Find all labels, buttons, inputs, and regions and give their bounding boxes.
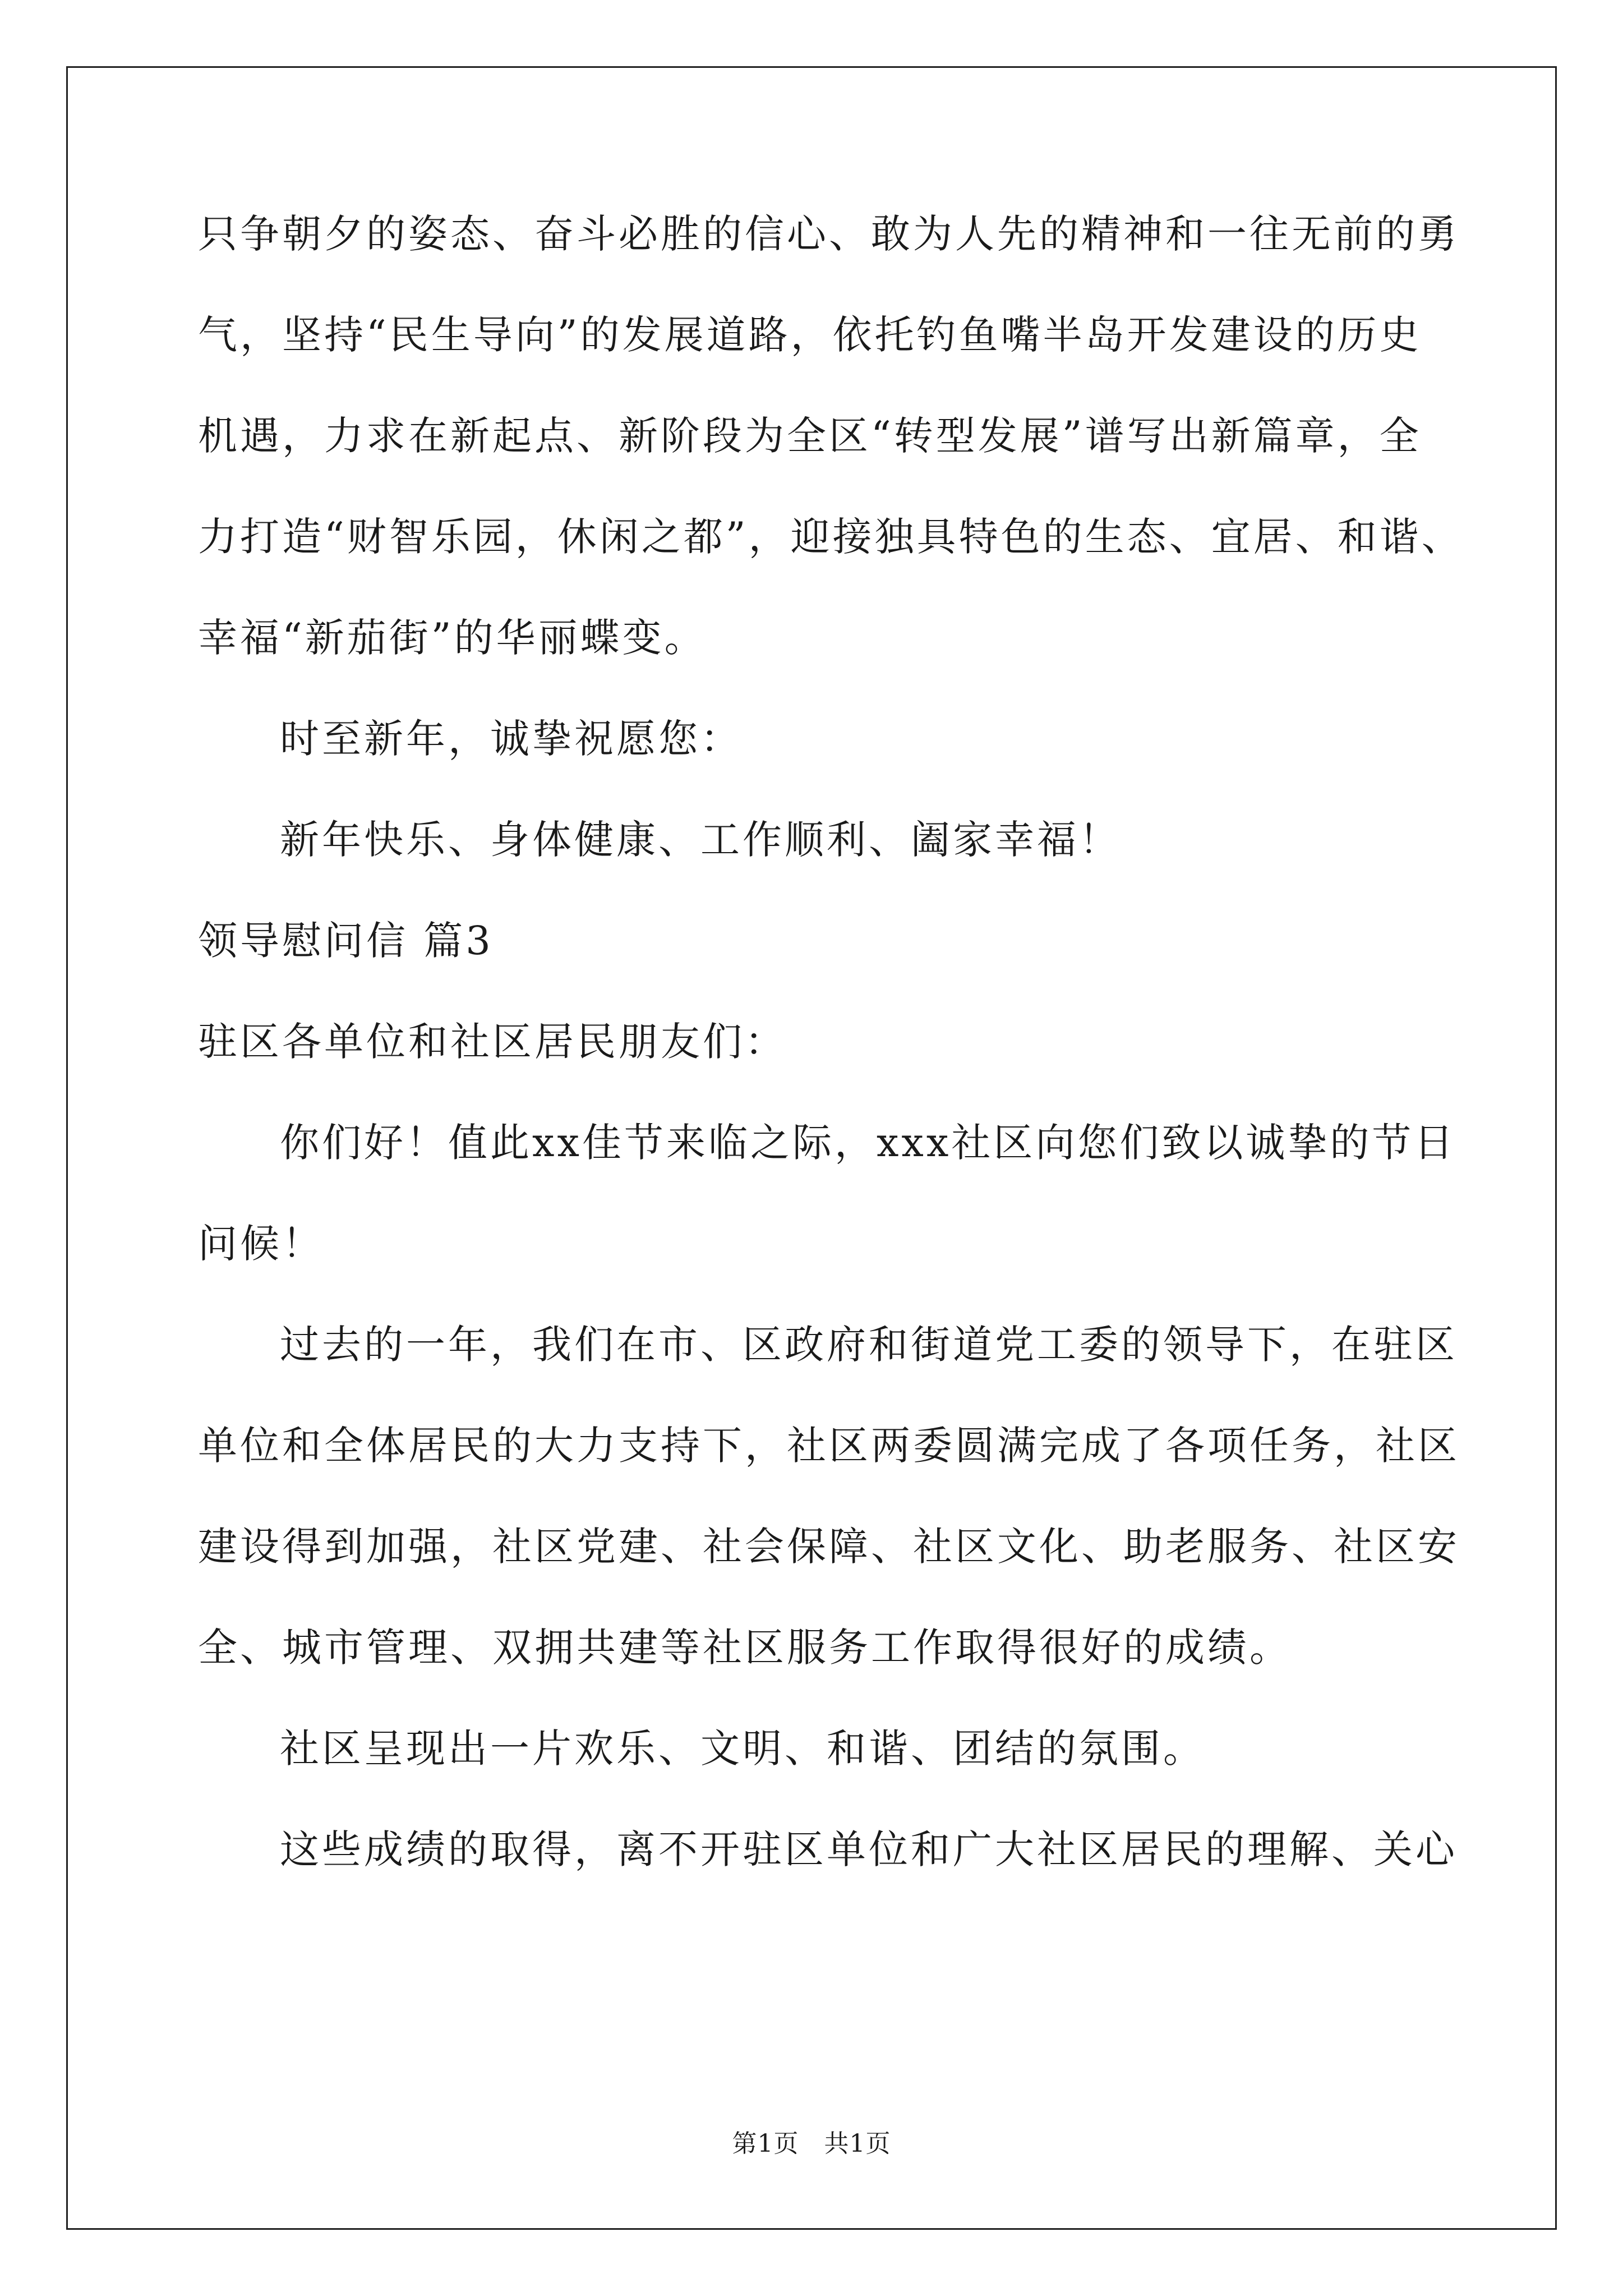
body-line: 过去的一年，我们在市、区政府和街道党工委的领导下，在驻区 xyxy=(280,1322,1458,1368)
body-line: 时至新年，诚挚祝愿您： xyxy=(280,716,743,762)
body-line: 幸福“新茄街”的华丽蝶变。 xyxy=(198,615,707,661)
salutation: 驻区各单位和社区居民朋友们： xyxy=(198,1019,787,1065)
body-line: 建设得到加强，社区党建、社会保障、社区文化、助老服务、社区安 xyxy=(198,1524,1460,1570)
body-line: 单位和全体居民的大力支持下，社区两委圆满完成了各项任务，社区 xyxy=(198,1423,1460,1469)
page-footer: 第1页 共1页 xyxy=(732,2129,891,2158)
body-line: 问候！ xyxy=(198,1221,324,1267)
body-line: 全、城市管理、双拥共建等社区服务工作取得很好的成绩。 xyxy=(198,1625,1292,1671)
body-line: 气，坚持“民生导向”的发展道路，依托钓鱼嘴半岛开发建设的历史 xyxy=(198,312,1422,358)
body-line: 只争朝夕的姿态、奋斗必胜的信心、敢为人先的精神和一往无前的勇 xyxy=(198,211,1460,257)
body-line: 这些成绩的取得，离不开驻区单位和广大社区居民的理解、关心 xyxy=(280,1826,1458,1872)
body-line: 机遇，力求在新起点、新阶段为全区“转型发展”谱写出新篇章，全 xyxy=(198,413,1422,459)
body-line: 新年快乐、身体健康、工作顺利、阖家幸福！ xyxy=(280,817,1121,863)
body-line: 力打造“财智乐园，休闲之都”，迎接独具特色的生态、宜居、和谐、 xyxy=(198,514,1464,560)
body-line: 你们好！值此xx佳节来临之际，xxx社区向您们致以诚挚的节日 xyxy=(280,1120,1456,1166)
section-heading: 领导慰问信 篇3 xyxy=(198,918,494,964)
body-line: 社区呈现出一片欢乐、文明、和谐、团结的氛围。 xyxy=(280,1726,1205,1772)
